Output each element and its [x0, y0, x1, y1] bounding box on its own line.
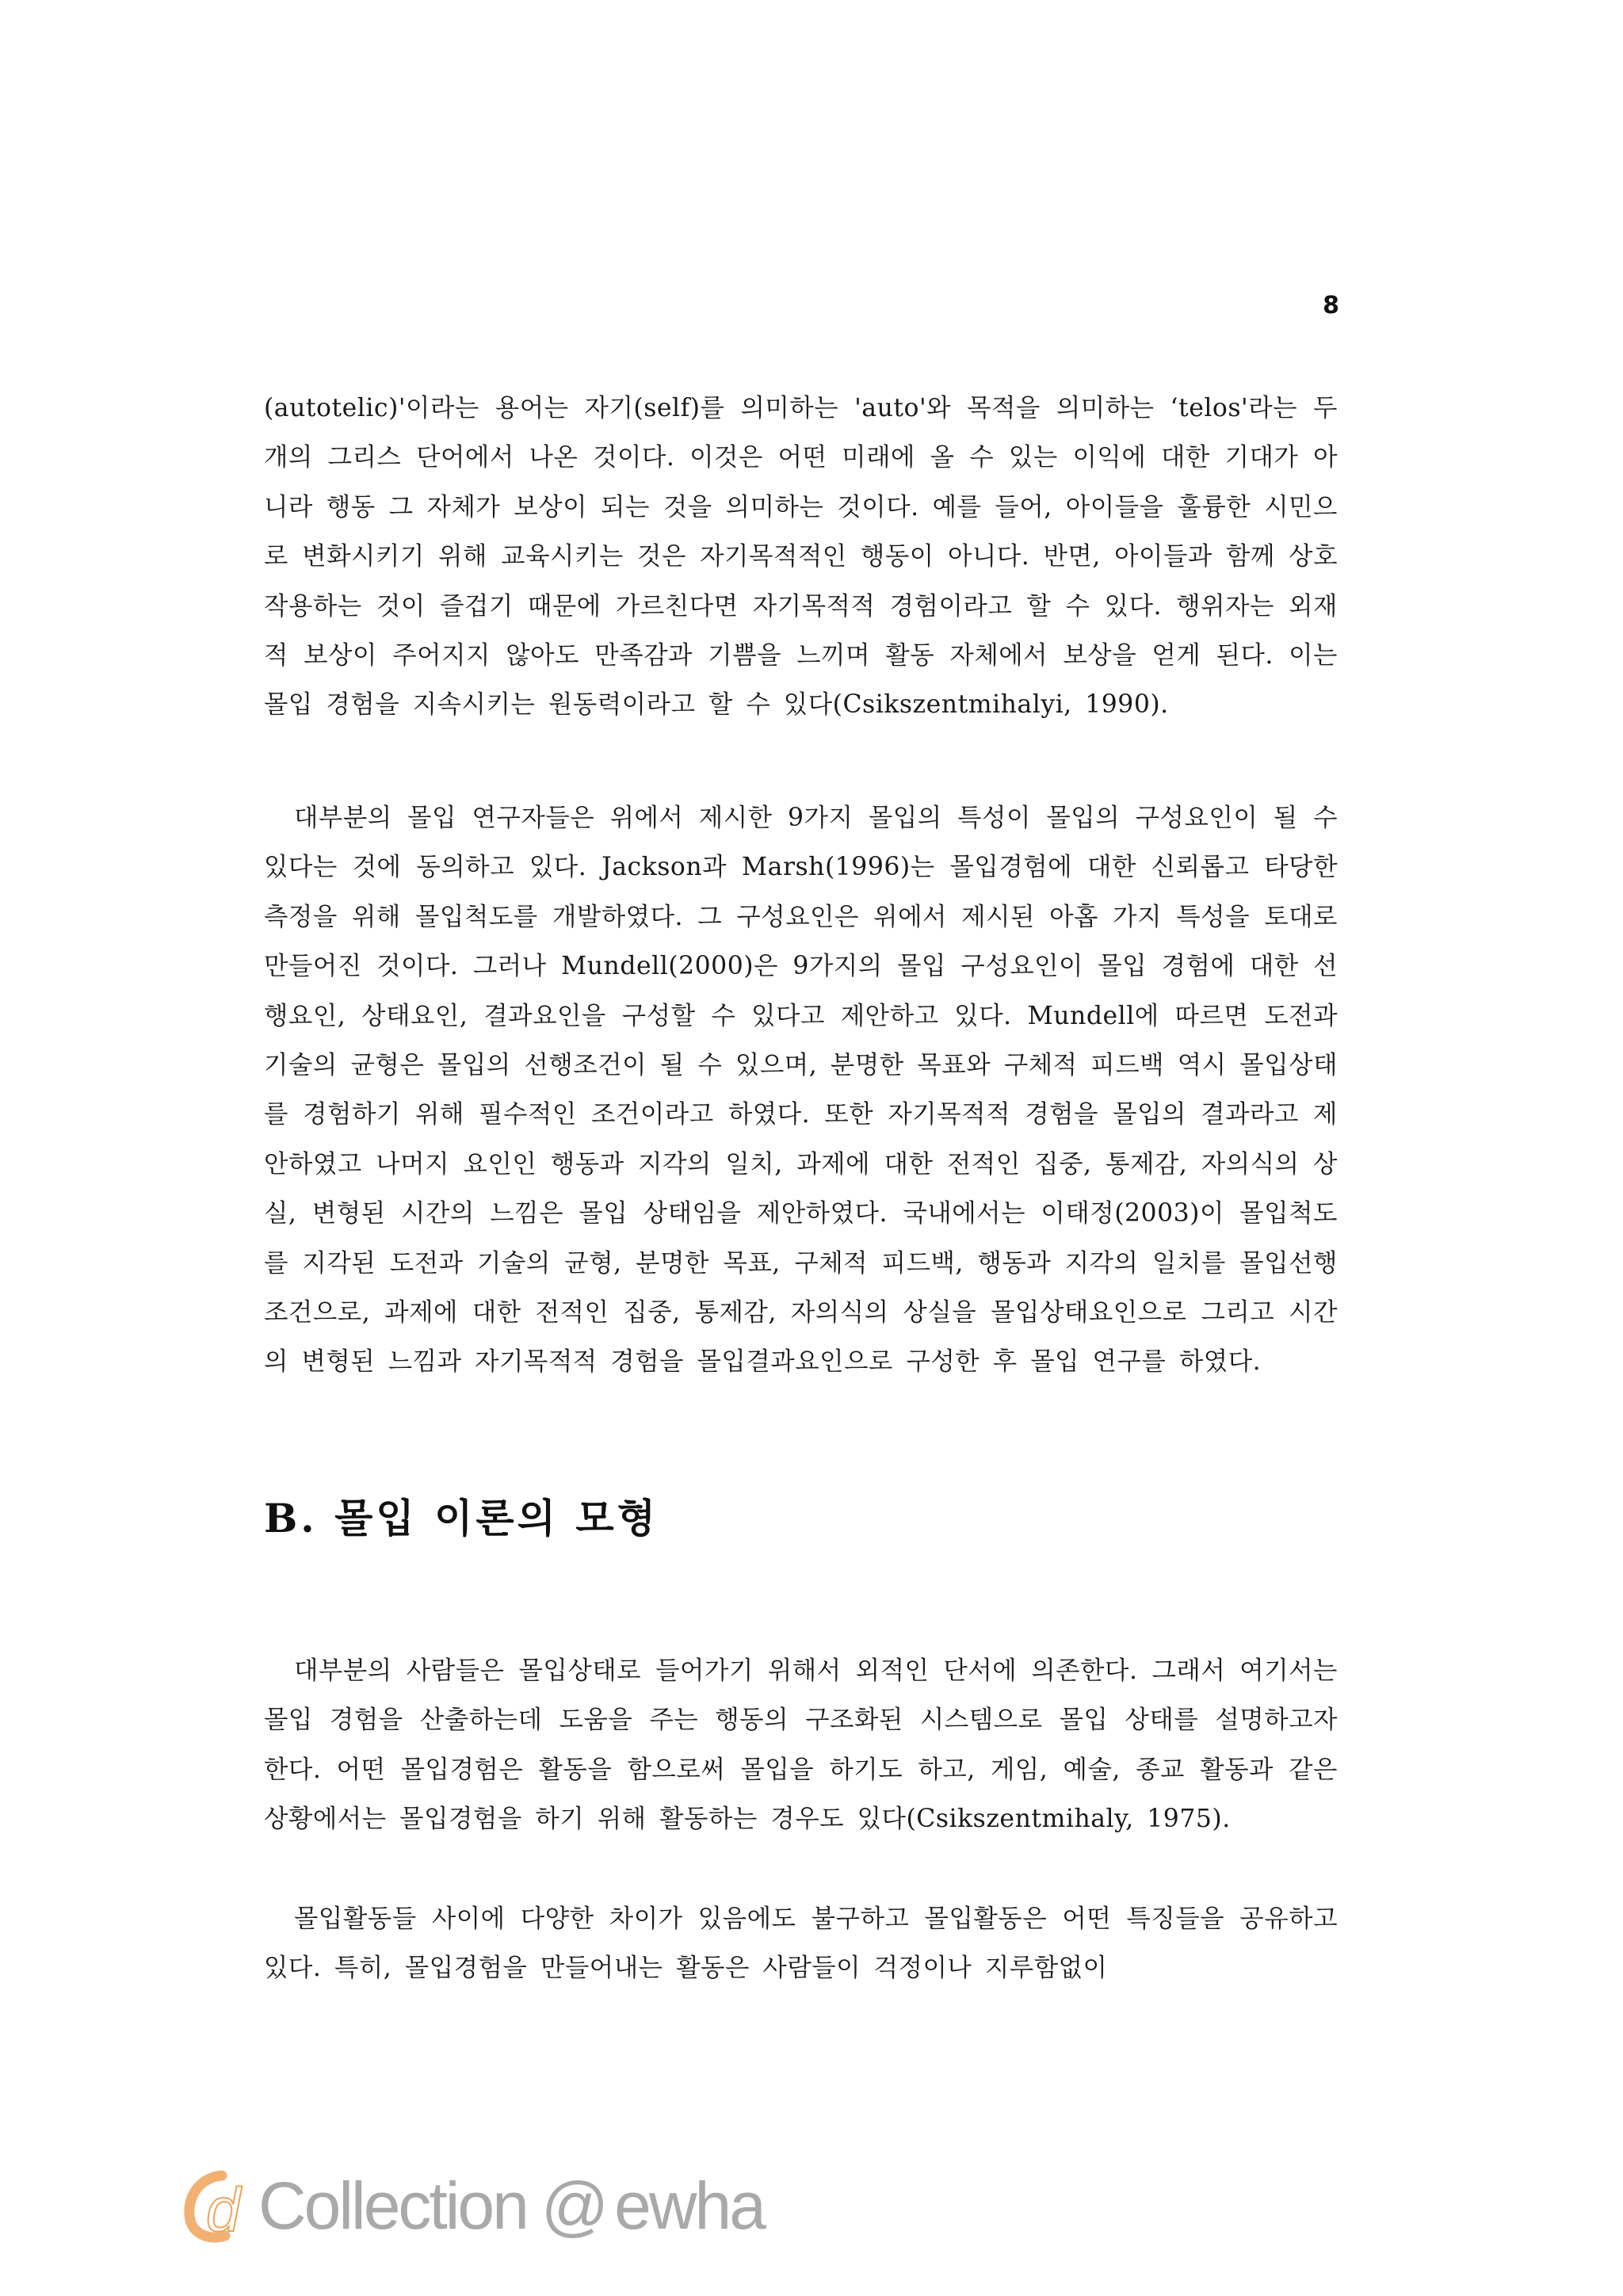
paragraph-external-cues: 대부분의 사람들은 몰입상태로 들어가기 위해서 외적인 단서에 의존한다. 그래서 여기서는 몰입 경험을 산출하는데 도움을 주는 행동의 구조화된 시스템으로 몰입 상태를 설명하고자 한다. 어떤 몰입경험은 활동을 함으로써 몰입을 하기도 하고, 게임, 예술, 종교 활동과 같은 상황에서는 몰입경험을 하기 위해 활동하는 경우도 있다(Csikszentmihaly, 1975). [264, 1656, 1338, 1834]
dcollection-watermark [182, 2162, 764, 2249]
body-text-block-4 [264, 1894, 1338, 1993]
logo-letter: d [206, 2175, 241, 2244]
paragraph-flow-activities: 몰입활동들 사이에 다양한 차이가 있음에도 불구하고 몰입활동은 어떤 특징들을 공유하고 있다. 특히, 몰입경험을 만들어내는 활동은 사람들이 걱정이나 지루함없이 [264, 1904, 1338, 1983]
body-text-block-1 [264, 384, 1338, 730]
paragraph-autotelic: (autotelic)'이라는 용어는 자기(self)를 의미하는 'auto'와 목적을 의미하는 ‘telos'라는 두 개의 그리스 단어에서 나온 것이다. 이것은 어떤 미래에 올 수 있는 이익에 대한 기대가 아니라 행동 그 자체가 보상이 되는 것을 의미하는 것이다. 예를 들어, 아이들을 훌륭한 시민으로 변화시키기 위해 교육시키는 것은 자기목적적인 행동이 아니다. 반면, 아이들과 함께 상호작용하는 것이 즐겁기 때문에 가르친다면 자기목적적 경험이라고 할 수 있다. 행위자는 외재적 보상이 주어지지 않아도 만족감과 기쁨을 느끼며 활동 자체에서 보상을 얻게 된다. 이는 몰입 경험을 지속시키는 원동력이라고 할 수 있다(Csikszentmihalyi, 1990). [264, 394, 1338, 720]
watermark-text [258, 2168, 764, 2243]
watermark-org: ewha [614, 2168, 764, 2243]
body-text-block-3 [264, 1646, 1338, 1844]
watermark-brand: Collection [258, 2168, 527, 2243]
page-number: 8 [1323, 292, 1339, 319]
paragraph-flow-components: 대부분의 몰입 연구자들은 위에서 제시한 9가지 몰입의 특성이 몰입의 구성요인이 될 수 있다는 것에 동의하고 있다. Jackson과 Marsh(1996)는 몰입경험에 대한 신뢰롭고 타당한 측정을 위해 몰입척도를 개발하였다. 그 구성요인은 위에서 제시된 아홉 가지 특성을 토대로 만들어진 것이다. 그러나 Mundell(2000)은 9가지의 몰입 구성요인이 몰입 경험에 대한 선행요인, 상태요인, 결과요인을 구성할 수 있다고 제안하고 있다. Mundell에 따르면 도전과 기술의 균형은 몰입의 선행조건이 될 수 있으며, 분명한 목표와 구체적 피드백 역시 몰입상태를 경험하기 위해 필수적인 조건이라고 하였다. 또한 자기목적적 경험을 몰입의 결과라고 제안하였고 나머지 요인인 행동과 지각의 일치, 과제에 대한 전적인 집중, 통제감, 자의식의 상실, 변형된 시간의 느낌은 몰입 상태임을 제안하였다. 국내에서는 이태정(2003)이 몰입척도를 지각된 도전과 기술의 균형, 분명한 목표, 구체적 피드백, 행동과 지각의 일치를 몰입선행조건으로, 과제에 대한 전적인 집중, 통제감, 자의식의 상실을 몰입상태요인으로 그리고 시간의 변형된 느낌과 자기목적적 경험을 몰입결과요인으로 구성한 후 몰입 연구를 하였다. [264, 804, 1338, 1377]
section-heading: B. 몰입 이론의 모형 [264, 1495, 659, 1541]
body-text-block-2 [264, 793, 1338, 1387]
dcollection-logo-icon [182, 2168, 255, 2244]
watermark-at: @ [540, 2168, 607, 2243]
